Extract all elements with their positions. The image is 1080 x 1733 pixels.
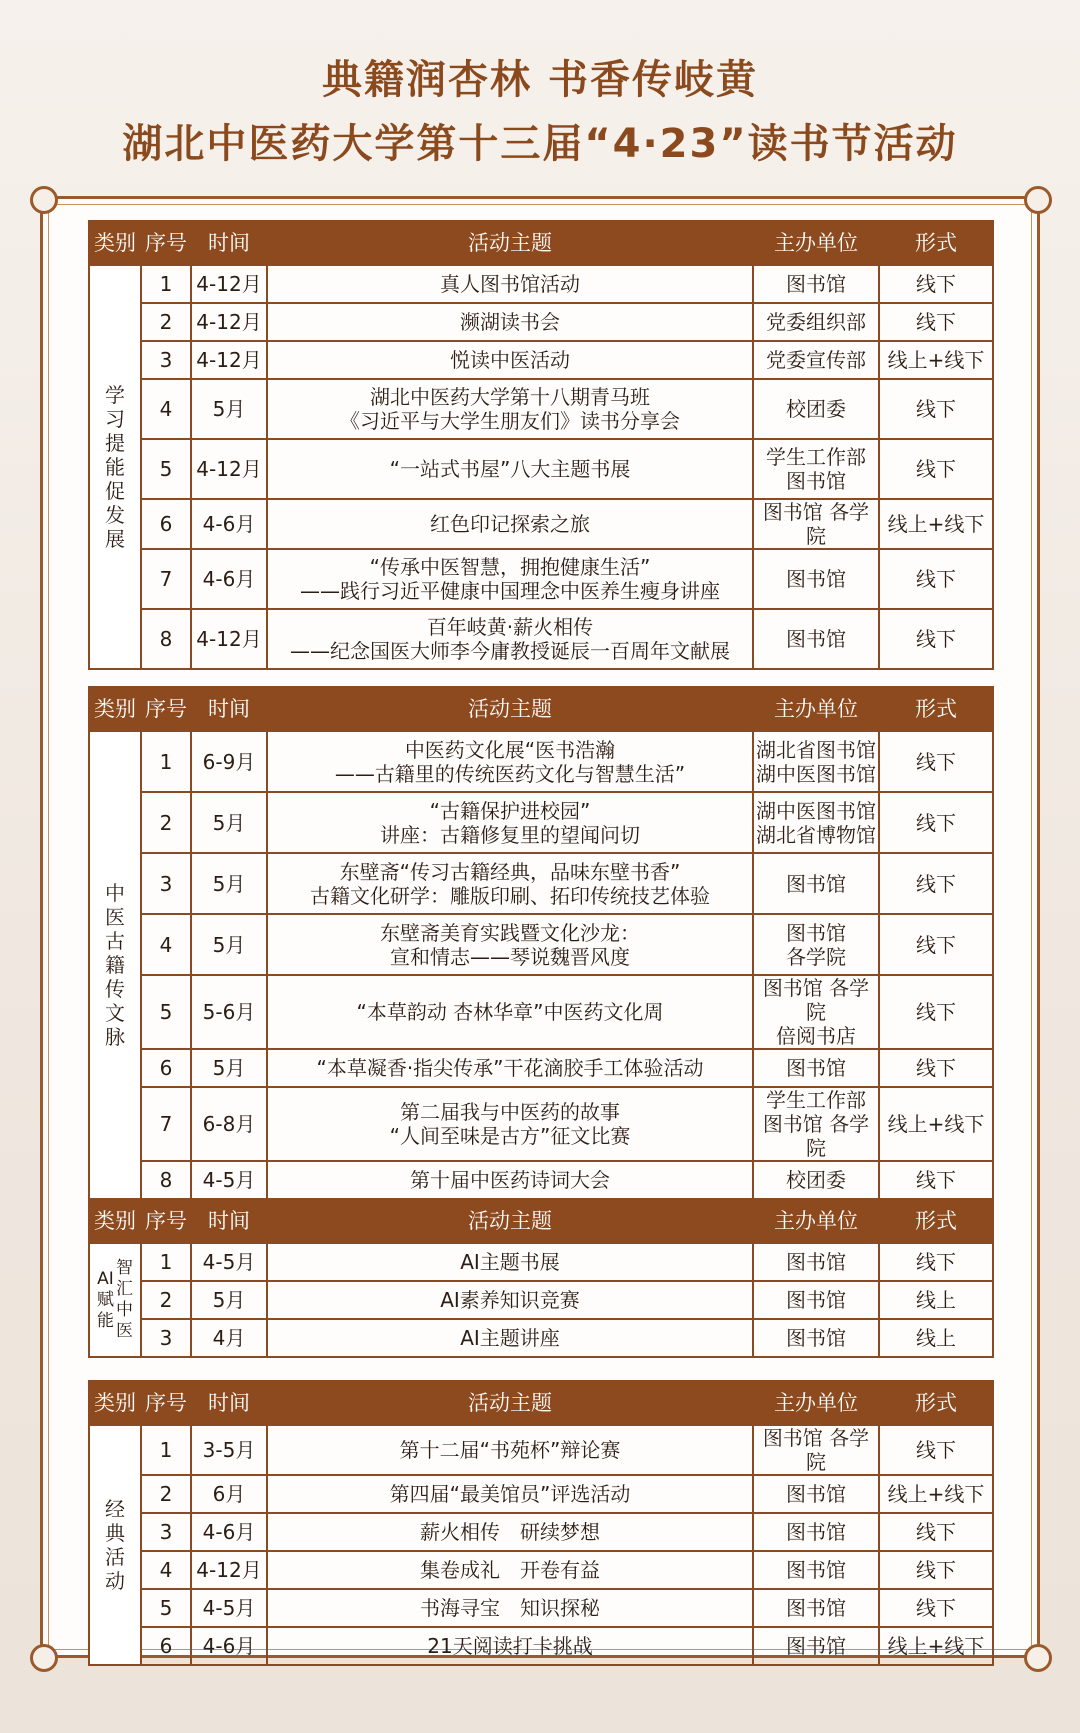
form-cell: 线上 — [879, 1319, 993, 1357]
organizer-cell: 图书馆 — [753, 1475, 879, 1513]
organizer-cell: 图书馆 — [753, 1319, 879, 1357]
index-cell: 8 — [141, 1161, 191, 1199]
header-category: 类别 — [89, 1199, 141, 1243]
theme-cell: AI主题书展 — [267, 1243, 753, 1281]
index-cell: 4 — [141, 914, 191, 975]
table-row — [89, 1281, 993, 1319]
header-time: 时间 — [191, 1381, 267, 1425]
organizer-cell: 图书馆 — [753, 265, 879, 303]
form-cell: 线上+线下 — [879, 1627, 993, 1665]
form-cell: 线下 — [879, 1161, 993, 1199]
table-row — [89, 265, 993, 303]
organizer-cell: 图书馆 — [753, 1627, 879, 1665]
form-cell: 线上+线下 — [879, 1087, 993, 1161]
index-cell: 3 — [141, 1319, 191, 1357]
header-theme: 活动主题 — [267, 1199, 753, 1243]
time-cell: 4-12月 — [191, 265, 267, 303]
form-cell: 线下 — [879, 265, 993, 303]
time-cell: 6-8月 — [191, 1087, 267, 1161]
form-cell: 线下 — [879, 853, 993, 914]
table-row — [89, 1087, 993, 1161]
form-cell: 线上+线下 — [879, 341, 993, 379]
index-cell: 2 — [141, 303, 191, 341]
theme-cell: 第十届中医药诗词大会 — [267, 1161, 753, 1199]
time-cell: 5-6月 — [191, 975, 267, 1049]
table-row — [89, 439, 993, 499]
time-cell: 4月 — [191, 1319, 267, 1357]
organizer-cell: 图书馆 各学院 — [753, 914, 879, 975]
table-row — [89, 379, 993, 439]
table-row — [89, 609, 993, 669]
corner-ornament — [1024, 186, 1052, 214]
time-cell: 4-6月 — [191, 1627, 267, 1665]
form-cell: 线下 — [879, 1513, 993, 1551]
time-cell: 5月 — [191, 792, 267, 853]
form-cell: 线下 — [879, 303, 993, 341]
form-cell: 线下 — [879, 549, 993, 609]
theme-cell: 第二届我与中医药的故事 “人间至味是古方”征文比赛 — [267, 1087, 753, 1161]
index-cell: 7 — [141, 549, 191, 609]
index-cell: 5 — [141, 1589, 191, 1627]
time-cell: 4-12月 — [191, 1551, 267, 1589]
index-cell: 1 — [141, 1425, 191, 1475]
theme-cell: “本草凝香·指尖传承”干花滴胶手工体验活动 — [267, 1049, 753, 1087]
index-cell: 6 — [141, 499, 191, 549]
table-row — [89, 499, 993, 549]
category-label-right: 智 汇 中 医 — [116, 1258, 133, 1341]
time-cell: 4-12月 — [191, 439, 267, 499]
organizer-cell: 学生工作部 图书馆 — [753, 439, 879, 499]
theme-cell: 湖北中医药大学第十八期青马班 《习近平与大学生朋友们》读书分享会 — [267, 379, 753, 439]
form-cell: 线下 — [879, 1243, 993, 1281]
theme-cell: 红色印记探索之旅 — [267, 499, 753, 549]
table-header-row — [89, 1381, 993, 1425]
time-cell: 5月 — [191, 1049, 267, 1087]
organizer-cell: 党委组织部 — [753, 303, 879, 341]
index-cell: 8 — [141, 609, 191, 669]
header-time: 时间 — [191, 221, 267, 265]
header-theme: 活动主题 — [267, 687, 753, 731]
activity-table — [88, 1380, 994, 1666]
header-index: 序号 — [141, 221, 191, 265]
table-row — [89, 1425, 993, 1475]
organizer-cell: 图书馆 — [753, 1243, 879, 1281]
category-label: 经 典 活 动 — [105, 1497, 125, 1593]
time-cell: 4-12月 — [191, 303, 267, 341]
time-cell: 4-6月 — [191, 1513, 267, 1551]
organizer-cell: 图书馆 各学院 倍阅书店 — [753, 975, 879, 1049]
form-cell: 线下 — [879, 1425, 993, 1475]
theme-cell: “一站式书屋”八大主题书展 — [267, 439, 753, 499]
table-row — [89, 914, 993, 975]
table-row — [89, 1627, 993, 1665]
category-cell — [89, 1425, 141, 1665]
index-cell: 1 — [141, 1243, 191, 1281]
organizer-cell: 图书馆 — [753, 609, 879, 669]
table-row — [89, 1243, 993, 1281]
category-label-left: AI 赋 能 — [97, 1268, 114, 1331]
index-cell: 4 — [141, 379, 191, 439]
table-row — [89, 1161, 993, 1199]
corner-ornament — [1024, 1644, 1052, 1672]
header-form: 形式 — [879, 221, 993, 265]
theme-cell: 薪火相传 研续梦想 — [267, 1513, 753, 1551]
table-header-row — [89, 687, 993, 731]
theme-cell: “传承中医智慧，拥抱健康生活” ——践行习近平健康中国理念中医养生瘦身讲座 — [267, 549, 753, 609]
table-row — [89, 853, 993, 914]
form-cell: 线下 — [879, 1589, 993, 1627]
organizer-cell: 湖北省图书馆 湖中医图书馆 — [753, 731, 879, 792]
category-label: 学 习 提 能 促 发 展 — [105, 383, 125, 551]
header-time: 时间 — [191, 687, 267, 731]
table-row — [89, 1049, 993, 1087]
table-row — [89, 1475, 993, 1513]
time-cell: 4-12月 — [191, 341, 267, 379]
table-row — [89, 1551, 993, 1589]
header-form: 形式 — [879, 687, 993, 731]
organizer-cell: 校团委 — [753, 1161, 879, 1199]
theme-cell: “本草韵动 杏林华章”中医药文化周 — [267, 975, 753, 1049]
organizer-cell: 学生工作部 图书馆 各学院 — [753, 1087, 879, 1161]
index-cell: 1 — [141, 731, 191, 792]
header-organizer: 主办单位 — [753, 687, 879, 731]
time-cell: 4-5月 — [191, 1589, 267, 1627]
index-cell: 2 — [141, 1475, 191, 1513]
time-cell: 4-6月 — [191, 499, 267, 549]
header-organizer: 主办单位 — [753, 1381, 879, 1425]
form-cell: 线下 — [879, 975, 993, 1049]
time-cell: 5月 — [191, 379, 267, 439]
table-row — [89, 341, 993, 379]
header-theme: 活动主题 — [267, 221, 753, 265]
index-cell: 5 — [141, 439, 191, 499]
organizer-cell: 图书馆 — [753, 549, 879, 609]
organizer-cell: 图书馆 — [753, 1551, 879, 1589]
organizer-cell: 图书馆 — [753, 1589, 879, 1627]
theme-cell: 东壁斋美育实践暨文化沙龙： 宣和情志——琴说魏晋风度 — [267, 914, 753, 975]
category-cell — [89, 1243, 141, 1357]
time-cell: 6月 — [191, 1475, 267, 1513]
theme-cell: 21天阅读打卡挑战 — [267, 1627, 753, 1665]
form-cell: 线下 — [879, 609, 993, 669]
header-index: 序号 — [141, 1199, 191, 1243]
time-cell: 4-12月 — [191, 609, 267, 669]
index-cell: 2 — [141, 792, 191, 853]
corner-ornament — [30, 186, 58, 214]
index-cell: 6 — [141, 1627, 191, 1665]
poster-subtitle: 湖北中医药大学第十三届“4·23”读书节活动 — [122, 121, 958, 167]
theme-cell: AI主题讲座 — [267, 1319, 753, 1357]
index-cell: 3 — [141, 853, 191, 914]
poster-title: 典籍润杏林 书香传岐黄 — [322, 57, 758, 103]
form-cell: 线下 — [879, 792, 993, 853]
table-row — [89, 1589, 993, 1627]
time-cell: 6-9月 — [191, 731, 267, 792]
organizer-cell: 图书馆 各学院 — [753, 499, 879, 549]
theme-cell: 集卷成礼 开卷有益 — [267, 1551, 753, 1589]
theme-cell: 第四届“最美馆员”评选活动 — [267, 1475, 753, 1513]
theme-cell: 濒湖读书会 — [267, 303, 753, 341]
organizer-cell: 图书馆 各学院 — [753, 1425, 879, 1475]
organizer-cell: 图书馆 — [753, 1049, 879, 1087]
theme-cell: 东壁斋“传习古籍经典，品味东壁书香” 古籍文化研学：雕版印刷、拓印传统技艺体验 — [267, 853, 753, 914]
activity-table — [88, 220, 994, 670]
table-row — [89, 1319, 993, 1357]
organizer-cell: 图书馆 — [753, 1281, 879, 1319]
index-cell: 7 — [141, 1087, 191, 1161]
table-row — [89, 303, 993, 341]
time-cell: 4-6月 — [191, 549, 267, 609]
table-row — [89, 975, 993, 1049]
form-cell: 线上 — [879, 1281, 993, 1319]
time-cell: 5月 — [191, 1281, 267, 1319]
theme-cell: 书海寻宝 知识探秘 — [267, 1589, 753, 1627]
header-time: 时间 — [191, 1199, 267, 1243]
time-cell: 3-5月 — [191, 1425, 267, 1475]
table-row — [89, 1513, 993, 1551]
category-label: 中 医 古 籍 传 文 脉 — [105, 881, 125, 1049]
theme-cell: AI素养知识竞赛 — [267, 1281, 753, 1319]
organizer-cell: 图书馆 — [753, 853, 879, 914]
theme-cell: 真人图书馆活动 — [267, 265, 753, 303]
form-cell: 线下 — [879, 439, 993, 499]
form-cell: 线下 — [879, 379, 993, 439]
index-cell: 6 — [141, 1049, 191, 1087]
theme-cell: 悦读中医活动 — [267, 341, 753, 379]
form-cell: 线下 — [879, 1049, 993, 1087]
time-cell: 4-5月 — [191, 1243, 267, 1281]
header-index: 序号 — [141, 687, 191, 731]
form-cell: 线上+线下 — [879, 499, 993, 549]
index-cell: 5 — [141, 975, 191, 1049]
time-cell: 4-5月 — [191, 1161, 267, 1199]
table-row — [89, 549, 993, 609]
organizer-cell: 湖中医图书馆 湖北省博物馆 — [753, 792, 879, 853]
form-cell: 线下 — [879, 731, 993, 792]
activity-table — [88, 686, 994, 1200]
organizer-cell: 校团委 — [753, 379, 879, 439]
header-index: 序号 — [141, 1381, 191, 1425]
index-cell: 4 — [141, 1551, 191, 1589]
table-header-row — [89, 1199, 993, 1243]
header-category: 类别 — [89, 687, 141, 731]
header-organizer: 主办单位 — [753, 1199, 879, 1243]
organizer-cell: 图书馆 — [753, 1513, 879, 1551]
corner-ornament — [30, 1644, 58, 1672]
table-header-row — [89, 221, 993, 265]
category-cell — [89, 265, 141, 669]
organizer-cell: 党委宣传部 — [753, 341, 879, 379]
activity-table — [88, 1198, 994, 1358]
theme-cell: 第十二届“书苑杯”辩论赛 — [267, 1425, 753, 1475]
header-form: 形式 — [879, 1199, 993, 1243]
header-category: 类别 — [89, 221, 141, 265]
table-row — [89, 731, 993, 792]
header-organizer: 主办单位 — [753, 221, 879, 265]
header-form: 形式 — [879, 1381, 993, 1425]
form-cell: 线下 — [879, 1551, 993, 1589]
table-row — [89, 792, 993, 853]
index-cell: 1 — [141, 265, 191, 303]
category-cell — [89, 731, 141, 1199]
theme-cell: “古籍保护进校园” 讲座：古籍修复里的望闻问切 — [267, 792, 753, 853]
index-cell: 3 — [141, 1513, 191, 1551]
form-cell: 线上+线下 — [879, 1475, 993, 1513]
header-theme: 活动主题 — [267, 1381, 753, 1425]
form-cell: 线下 — [879, 914, 993, 975]
index-cell: 3 — [141, 341, 191, 379]
header-category: 类别 — [89, 1381, 141, 1425]
time-cell: 5月 — [191, 914, 267, 975]
theme-cell: 百年岐黄·薪火相传 ——纪念国医大师李今庸教授诞辰一百周年文献展 — [267, 609, 753, 669]
theme-cell: 中医药文化展“医书浩瀚 ——古籍里的传统医药文化与智慧生活” — [267, 731, 753, 792]
time-cell: 5月 — [191, 853, 267, 914]
index-cell: 2 — [141, 1281, 191, 1319]
